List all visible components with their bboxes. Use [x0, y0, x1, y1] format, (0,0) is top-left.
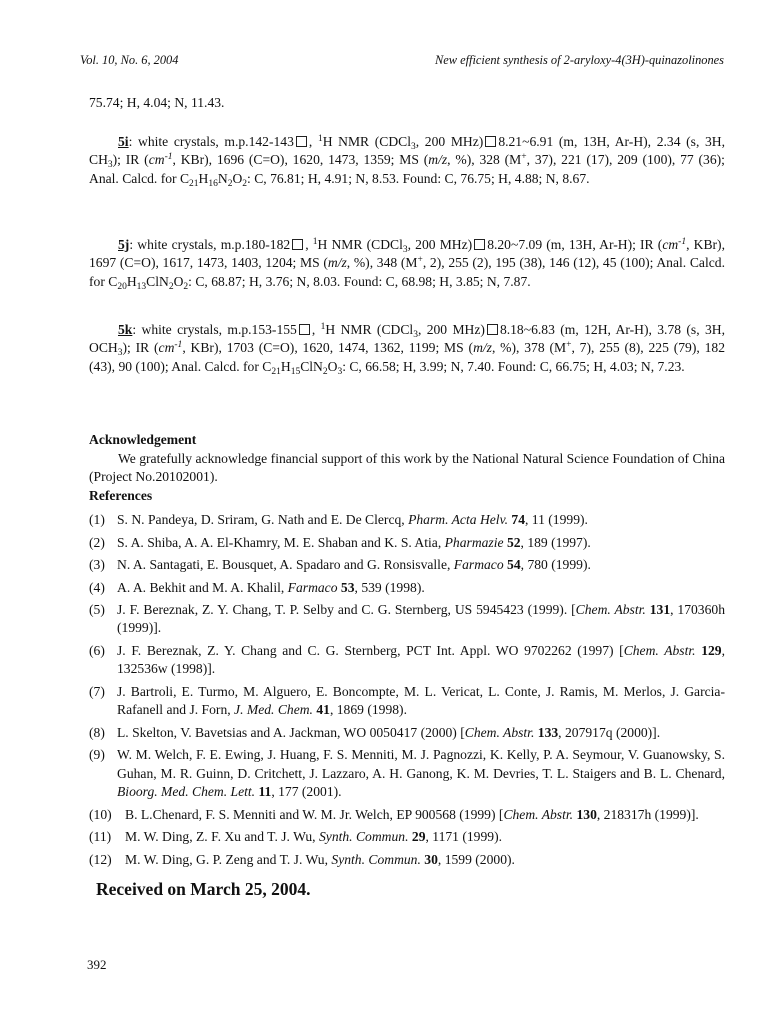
reference-item: (1) S. N. Pandeya, D. Sriram, G. Nath and E. De Clercq, Pharm. Acta Helv. 74, 11 (1999).: [89, 512, 588, 527]
degree-symbol-placeholder: [296, 136, 307, 147]
carryover-analysis: 75.74; H, 4.04; N, 11.43.: [89, 95, 225, 110]
reference-item: (8) L. Skelton, V. Bavetsias and A. Jackman, WO 0050417 (2000) [Chem. Abstr. 133, 207917q (2000)].: [89, 724, 661, 740]
running-header-volume: Vol. 10, No. 6, 2004: [80, 53, 179, 67]
running-header-title: New efficient synthesis of 2-aryloxy-4(3H)-quinazolinones: [434, 53, 724, 67]
delta-symbol-placeholder: [485, 136, 496, 147]
reference-item: (10) B. L.Chenard, F. S. Menniti and W. M. Jr. Welch, EP 900568 (1999) [Chem. Abstr. 130, 218317h (1999)].: [89, 806, 699, 822]
page-number: 392: [87, 957, 107, 972]
reference-item: (4) A. A. Bekhit and M. A. Khalil, Farmaco 53, 539 (1998).: [89, 579, 425, 595]
compound-label: 5j: [118, 237, 130, 252]
reference-item: (6) J. F. Bereznak, Z. Y. Chang and C. G. Sternberg, PCT Int. Appl. WO 9702262 (1997) [Chem. Abstr. 129, 132536w (1998)].: [89, 642, 725, 677]
reference-item: (5) J. F. Bereznak, Z. Y. Chang, T. P. Selby and C. G. Sternberg, US 5945423 (1999). [Chem. Abstr. 131, 170360h (1999)].: [89, 602, 725, 636]
compound-5k-paragraph: 5k: white crystals, m.p.153-155 , $^1$H NMR (CDCl$_3$, 200 MHz) 8.18~6.83 (m, 12H, Ar-H), 3.78 (s, 3H, $OCH_3$); IR ($cm^{-1}$, KBr), 1703 (C=O), 1620, 1474, 1362, 1199; MS (m/z, %), 378 (M+, 7), 255 (8), 225 (79), 182 (43), 90 (100); Anal. Calcd. for $C_{21}H_{15}ClN_2O_3$: C, 66.58; H, 3.99; N, 7.40. Found: C, 66.75; H, 4.03; N, 7.23.: [89, 322, 726, 377]
compound-5i-paragraph: 5i: white crystals, m.p.142-143 , $^1$H NMR (CDCl$_3$, 200 MHz) 8.21~6.91 (m, 13H, Ar-H), 2.34 (s, 3H, $CH_3$); IR ($cm^{-1}$, KBr), 1696 (C=O), 1620, 1473, 1359; MS (m/z, %), 328 (M+, 37), 221 (17), 209 (100), 77 (36); Anal. Calcd. for $C_{21}H_{16}N_2O_2$: C, 76.81; H, 4.91; N, 8.53. Found: C, 76.75; H, 4.88; N, 8.67.: [89, 134, 726, 189]
reference-list: [89, 511, 725, 873]
reference-item: (9) W. M. Welch, F. E. Ewing, J. Huang, F. S. Menniti, M. J. Pagnozzi, K. Kelly, P. A. Seymour, V. Guanowsky, S. Guhan, M. R. Guinn, D. Critchett, J. Lazzaro, A. H. Ganong, K. M. Devries, T. L. Staigers and B. L. Chenard, Bioorg. Med. Chem. Lett. 11, 177 (2001).: [89, 747, 725, 800]
reference-item: (7) J. Bartroli, E. Turmo, M. Alguero, E. Boncompte, M. L. Vericat, L. Conte, J. Ramis, M. Merlos, J. Garcia-Rafanell and J. Forn, J. Med. Chem. 41, 1869 (1998).: [89, 683, 725, 718]
reference-item: (2) S. A. Shiba, A. A. El-Khamry, M. E. Shaban and K. S. Atia, Pharmazie 52, 189 (1997).: [89, 534, 591, 550]
reference-item: (3) N. A. Santagati, E. Bousquet, A. Spadaro and G. Ronsisvalle, Farmaco 54, 780 (1999).: [89, 557, 591, 572]
compound-label: 5i: [118, 134, 129, 149]
compound-5j-paragraph: 5j: white crystals, m.p.180-182 , $^1$H NMR (CDCl$_3$, 200 MHz) 8.20~7.09 (m, 13H, Ar-H); IR ($cm^{-1}$, KBr), 1697 (C=O), 1617, 1473, 1403, 1204; MS (m/z, %), 348 (M+, 2), 255 (2), 195 (38), 146 (12), 45 (100); Anal. Calcd. for $C_{20}H_{13}ClN_2O_2$: C, 68.87; H, 3.76; N, 8.03. Found: C, 68.98; H, 3.85; N, 7.87.: [89, 237, 725, 292]
delta-symbol-placeholder: [487, 324, 498, 335]
reference-item: (12) M. W. Ding, G. P. Zeng and T. J. Wu, Synth. Commun. 30, 1599 (2000).: [89, 851, 515, 867]
acknowledgement-heading: Acknowledgement: [89, 432, 197, 447]
delta-symbol-placeholder: [474, 239, 485, 250]
references-heading: References: [89, 488, 153, 503]
reference-item: (11) M. W. Ding, Z. F. Xu and T. J. Wu, Synth. Commun. 29, 1171 (1999).: [89, 829, 503, 845]
degree-symbol-placeholder: [292, 239, 303, 250]
degree-symbol-placeholder: [299, 324, 310, 335]
received-date: Received on March 25, 2004.: [96, 879, 311, 899]
compound-label: 5k: [118, 322, 133, 337]
acknowledgement-text: We gratefully acknowledge financial support of this work by the National Natural Science Foundation of China (Project No.20102001).: [89, 451, 725, 485]
